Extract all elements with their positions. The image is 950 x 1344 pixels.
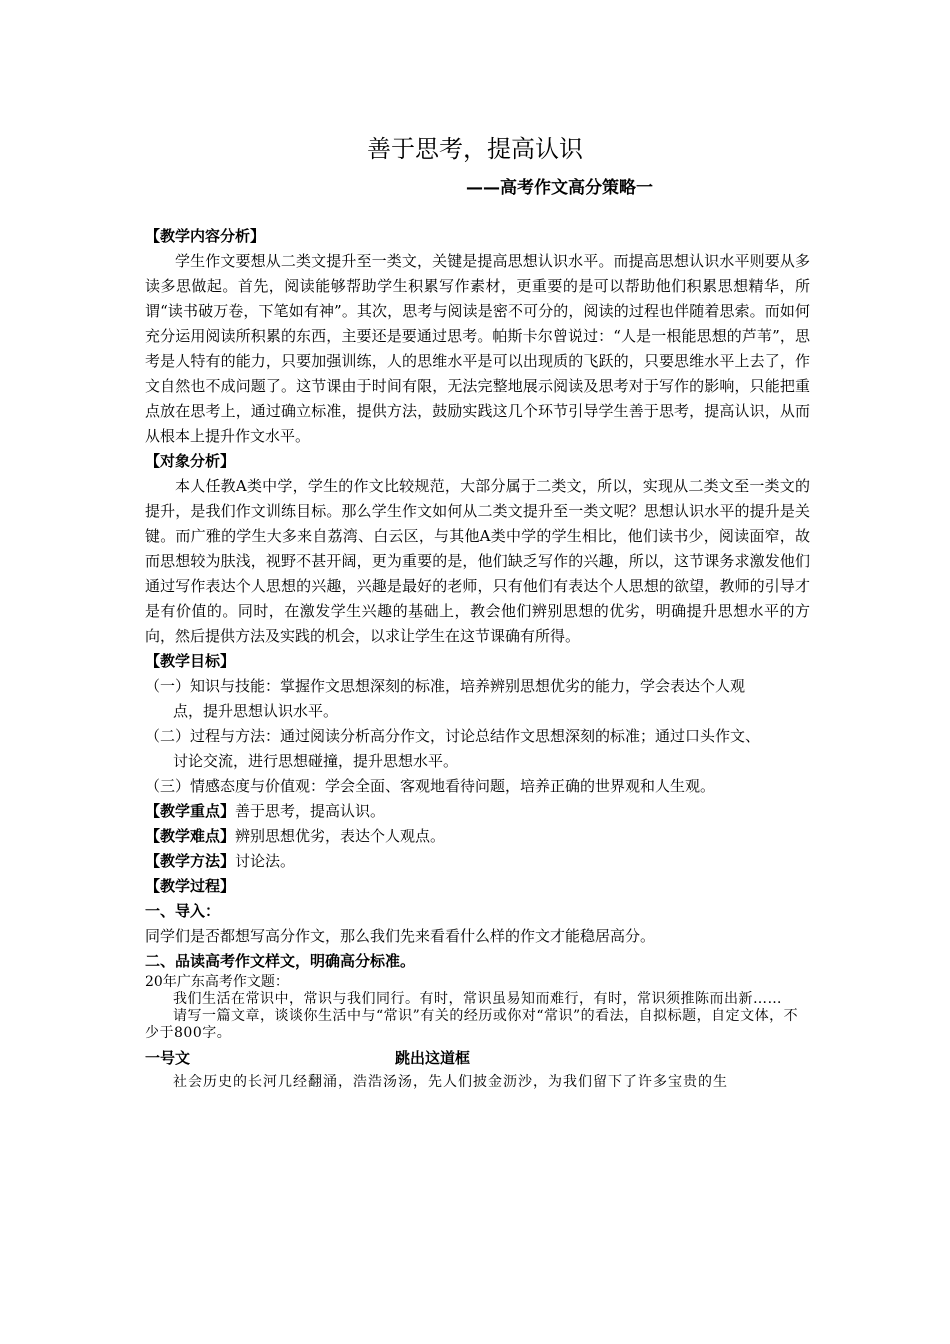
goals-heading: 【教学目标】: [145, 652, 236, 670]
key-point-text: 善于思考，提高认识。: [235, 802, 386, 820]
difficulty-label: 【教学难点】: [145, 827, 236, 845]
object-analysis-text: 本人任教A类中学，学生的作文比较规范，大部分属于二类文，所以，实现从二类文至一类文的提升，是我们作文训练目标。那么学生作文如何从二类文提升至一类文呢？思想认识水平的提升是关键。而广雅的学生大多来自荔湾、白云区，与其他A类中学的学生相比，他们读书少，阅读面窄，故而思想较为肤浅，视野不甚开阔，更为重要的是，他们缺乏写作的兴趣，所以，这节课务求激发他们通过写作表达个人思想的兴趣，兴趣是最好的老师，只有他们有表达个人思想的欲望，教师的引导才是有价值的。同时，在激发学生兴趣的基础上，教会他们辨别思想的优劣，明确提升思想水平的方向，然后提供方法及实践的机会，以求让学生在这节课确有所得。: [145, 477, 810, 645]
step1-heading: 一、导入：: [145, 902, 221, 920]
goal-3-line1: （三）情感态度与价值观：学会全面、客观地看待问题，培养正确的世界观和人生观。: [145, 777, 716, 795]
key-point-row: [145, 799, 810, 824]
document-title: 善于思考，提高认识: [367, 135, 583, 163]
document-subtitle: ——高考作文高分策略一: [466, 178, 653, 198]
key-point-label: 【教学重点】: [145, 802, 236, 820]
step1-text: 同学们是否都想写高分作文，那么我们先来看看什么样的作文才能稳居高分。: [145, 927, 656, 945]
goal-1-line1: （一）知识与技能：掌握作文思想深刻的标准，培养辨别思想优劣的能力，学会表达个人观: [145, 677, 746, 695]
goal-1-line2: 点，提升思想认识水平。: [173, 702, 339, 720]
process-heading: 【教学过程】: [145, 877, 236, 895]
prompt-paragraph-1: 我们生活在常识中，常识与我们同行。有时，常识虽易知而难行，有时，常识须推陈而出新……: [173, 991, 782, 1007]
essay-label: 一号文: [145, 1049, 191, 1067]
difficulty-row: [145, 824, 810, 849]
document-body: [145, 224, 810, 1094]
essay-header: [145, 1046, 810, 1070]
object-analysis-heading: 【对象分析】: [145, 452, 236, 470]
goal-2-line1: （二）过程与方法：通过阅读分析高分作文，讨论总结作文思想深刻的标准；通过口头作文、: [145, 727, 761, 745]
prompt-intro: 20年广东高考作文题：: [145, 974, 289, 990]
essay-title: 跳出这道框: [395, 1049, 471, 1067]
method-label: 【教学方法】: [145, 852, 236, 870]
prompt-paragraph-2: 请写一篇文章，谈谈你生活中与“常识”有关的经历或你对“常识”的看法，自拟标题，自定文体，不少于800字。: [145, 1008, 799, 1041]
step2-heading: 二、品读高考作文样文，明确高分标准。: [145, 952, 416, 970]
content-analysis-text: 学生作文要想从二类文提升至一类文，关键是提高思想认识水平。而提高思想认识水平则要从多读多思做起。首先，阅读能够帮助学生积累写作素材，更重要的是可以帮助他们积累思想精华，所谓“读书破万卷，下笔如有神”。其次，思考与阅读是密不可分的，阅读的过程也伴随着思索。而如何充分运用阅读所积累的东西，主要还是要通过思考。帕斯卡尔曾说过：“人是一根能思想的芦苇”，思考是人特有的能力，只要加强训练，人的思维水平是可以出现质的飞跃的，只要思维水平上去了，作文自然也不成问题了。这节课由于时间有限，无法完整地展示阅读及思考对于写作的影响，只能把重点放在思考上，通过确立标准，提供方法，鼓励实践这几个环节引导学生善于思考，提高认识，从而从根本上提升作文水平。: [145, 252, 810, 445]
difficulty-text: 辨别思想优劣，表达个人观点。: [235, 827, 446, 845]
goal-2-line2: 讨论交流，进行思想碰撞，提升思想水平。: [173, 752, 459, 770]
content-analysis-heading: 【教学内容分析】: [145, 227, 266, 245]
method-text: 讨论法。: [235, 852, 296, 870]
essay-first-line: 社会历史的长河几经翻涌，浩浩汤汤，先人们披金沥沙，为我们留下了许多宝贵的生: [173, 1074, 728, 1090]
method-row: [145, 849, 810, 874]
